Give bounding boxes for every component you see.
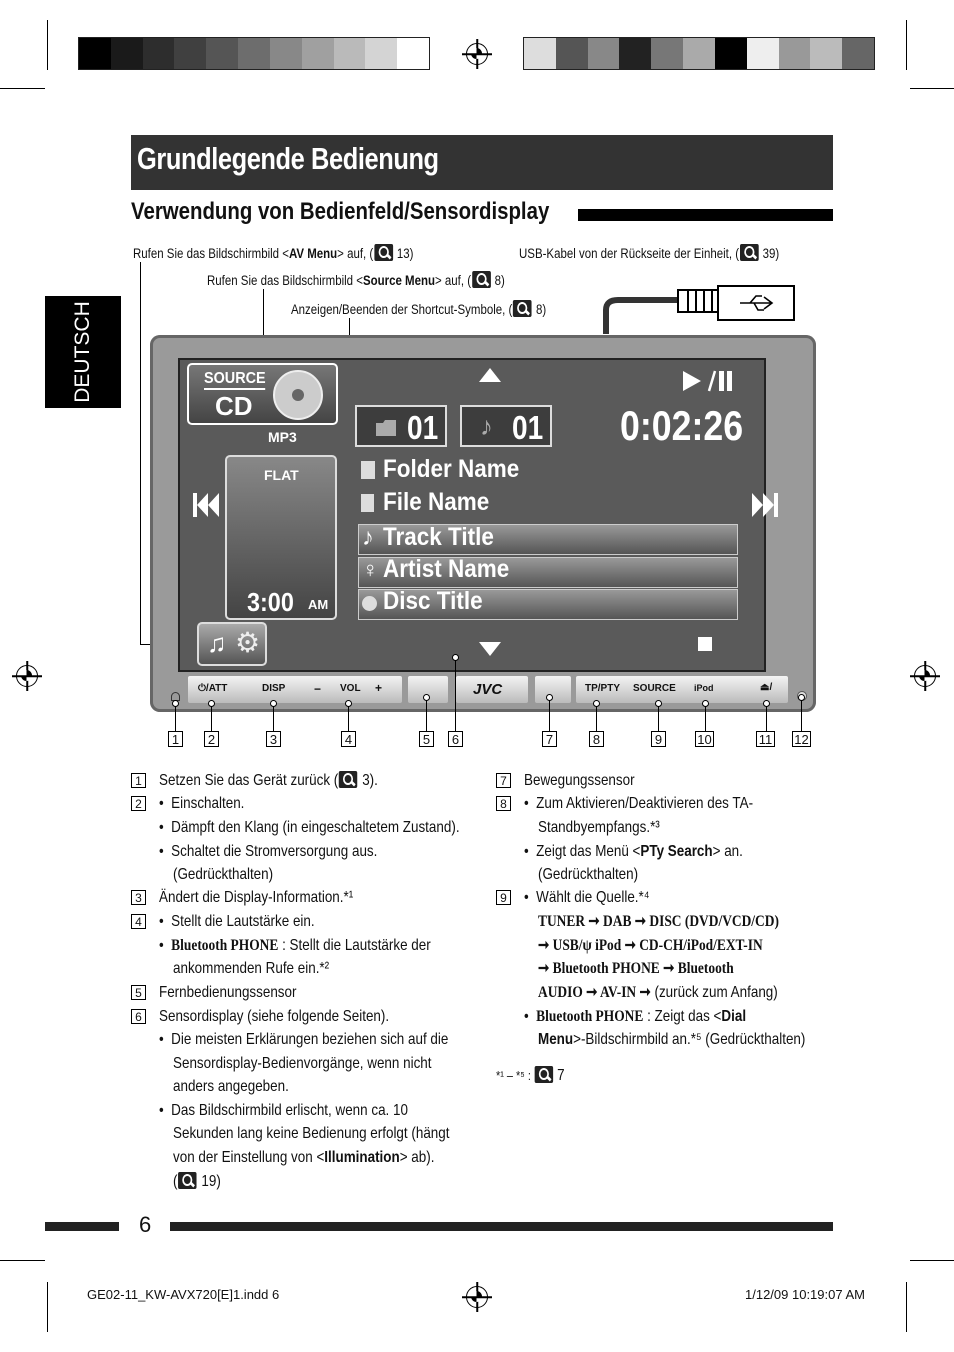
att-button[interactable]: ⏻/ATT	[198, 683, 228, 694]
callout-number: 12	[792, 731, 811, 747]
vol-plus-button[interactable]: +	[375, 681, 383, 695]
list-item: • Die meisten Erklärungen beziehen sich auf die	[159, 1031, 449, 1048]
list-item: Fernbedienungssensor	[159, 984, 297, 1001]
disc-icon	[271, 368, 325, 422]
list-item: • Wählt die Quelle.*⁴	[524, 889, 650, 906]
footnote: *¹ – *⁵ : 7	[496, 1067, 565, 1084]
source-hw-button[interactable]: SOURCE	[633, 683, 676, 694]
list-item: ➞ USB/ψ iPod ➞ CD-CH/iPod/EXT-IN	[538, 937, 763, 954]
language-tab: DEUTSCH	[45, 296, 121, 408]
music-note-icon: ♪	[480, 411, 493, 441]
callout-source-menu: Rufen Sie das Bildschirmbild <Source Menu> auf, ( 8)	[207, 273, 505, 288]
folder-name: Folder Name	[383, 455, 520, 483]
callout-number: 7	[542, 731, 557, 747]
footer-file: GE02-11_KW-AVX720[E]1.indd 6	[87, 1287, 280, 1302]
list-item: ➞ Bluetooth PHONE ➞ Bluetooth	[538, 960, 734, 977]
leader-line	[455, 658, 456, 731]
marker-dot	[593, 700, 600, 707]
footer-rule	[170, 1222, 833, 1231]
scroll-up-icon[interactable]	[479, 368, 501, 382]
marker-dot	[345, 700, 352, 707]
disc-title: Disc Title	[383, 587, 483, 615]
page-number: 6	[139, 1212, 152, 1237]
section-rule	[578, 209, 833, 221]
leader-line	[140, 262, 141, 645]
scroll-down-icon[interactable]	[479, 642, 501, 656]
track-title: Track Title	[383, 523, 494, 551]
list-item: Sensordisplay-Bedienvorgänge, wenn nicht	[173, 1055, 432, 1072]
marker-dot	[655, 700, 662, 707]
list-item: Menu>-Bildschirmbild an.*⁵ (Gedrückthalten)	[538, 1031, 806, 1048]
ipod-button[interactable]: iPod	[694, 683, 714, 693]
stop-icon[interactable]	[698, 637, 712, 651]
magnifier-icon	[374, 244, 393, 261]
callout-number: 3	[266, 731, 281, 747]
item-number: 1	[131, 773, 146, 788]
page-title: Grundlegende Bedienung	[137, 141, 439, 176]
list-item: • Bluetooth PHONE : Zeigt das <Dial	[524, 1008, 747, 1025]
playback-time: 0:02:26	[620, 402, 744, 449]
callout-usb: USB-Kabel von der Rückseite der Einheit, ( 39)	[519, 246, 780, 261]
marker-dot	[702, 700, 709, 707]
leader-line	[766, 703, 767, 731]
file-name: File Name	[383, 488, 490, 516]
disp-button[interactable]: DISP	[262, 683, 286, 694]
crop-mark	[0, 88, 45, 89]
callout-number: 1	[168, 731, 183, 747]
item-number: 9	[496, 890, 511, 905]
callout-shortcut: Anzeigen/Beenden der Shortcut-Symbole, ( 8)	[291, 302, 547, 317]
crop-mark	[906, 20, 907, 70]
magnifier-icon	[513, 300, 532, 317]
item-number: 8	[496, 796, 511, 811]
sound-clock-panel[interactable]: FLAT 3:00 AM	[225, 455, 337, 620]
marker-dot	[798, 694, 805, 701]
item-number: 4	[131, 914, 146, 929]
skip-forward-icon[interactable]	[751, 492, 779, 518]
list-item: • Das Bildschirmbild erlischt, wenn ca. 10	[159, 1102, 408, 1119]
crop-mark	[0, 1260, 45, 1261]
play-pause-icon[interactable]	[681, 369, 735, 393]
magnifier-icon	[740, 244, 759, 261]
color-bar-right	[523, 37, 875, 70]
callout-number: 11	[756, 731, 775, 747]
button-strip	[535, 676, 571, 703]
item-number: 6	[131, 1009, 146, 1024]
item-number: 5	[131, 985, 146, 1000]
list-item: von der Einstellung von <Illumination> ab).	[173, 1149, 435, 1166]
list-item: • Stellt die Lautstärke ein.	[159, 913, 315, 930]
list-item: ankommenden Rufe ein.*²	[173, 960, 330, 977]
brand-logo: JVC	[473, 681, 503, 698]
list-item: Setzen Sie das Gerät zurück ( 3).	[159, 772, 378, 789]
registration-mark	[466, 43, 488, 65]
list-item: • Dämpft den Klang (in eingeschaltetem Zustand).	[159, 819, 460, 836]
tp-pty-button[interactable]: TP/PTY	[585, 683, 621, 694]
usb-cable	[600, 282, 800, 342]
leader-line	[705, 703, 706, 731]
marker-dot	[423, 694, 430, 701]
vol-minus-button[interactable]: −	[314, 682, 322, 696]
list-item: • Zeigt das Menü <PTy Search> an.	[524, 843, 743, 860]
folder-icon	[375, 419, 397, 437]
footer-date: 1/12/09 10:19:07 AM	[745, 1287, 865, 1302]
marker-dot	[172, 700, 179, 707]
leader-line	[211, 703, 212, 731]
list-item: Sensordisplay (siehe folgende Seiten).	[159, 1008, 390, 1025]
list-item: • Schaltet die Stromversorgung aus.	[159, 843, 378, 860]
leader-line	[273, 703, 274, 731]
item-number: 7	[496, 773, 511, 788]
list-item: Bewegungssensor	[524, 772, 635, 789]
marker-dot	[763, 700, 770, 707]
color-bar-left	[78, 37, 430, 70]
music-note-icon: ♫	[207, 628, 227, 658]
item-number: 3	[131, 890, 146, 905]
callout-number: 6	[448, 731, 463, 747]
crop-mark	[910, 1260, 954, 1261]
callout-av-menu: Rufen Sie das Bildschirmbild <AV Menu> auf, ( 13)	[133, 246, 414, 261]
list-item: Ändert die Display-Information.*¹	[159, 889, 354, 906]
vol-label: VOL	[340, 683, 361, 694]
callout-number: 2	[204, 731, 219, 747]
list-item: TUNER ➞ DAB ➞ DISC (DVD/VCD/CD)	[538, 913, 779, 930]
skip-back-icon[interactable]	[192, 492, 220, 518]
crop-mark	[47, 20, 48, 70]
marker-dot	[208, 700, 215, 707]
magnifier-icon	[339, 771, 357, 788]
crop-mark	[910, 88, 954, 89]
callout-number: 5	[419, 731, 434, 747]
list-item: AUDIO ➞ AV-IN ➞ (zurück zum Anfang)	[538, 984, 778, 1001]
gear-icon: ⚙	[235, 627, 261, 658]
magnifier-icon	[178, 1172, 196, 1189]
list-item: Standbyempfangs.*³	[538, 819, 660, 836]
shortcut-button[interactable]	[197, 622, 267, 666]
magnifier-icon	[535, 1066, 553, 1083]
registration-mark	[914, 665, 936, 687]
folder-icon	[361, 461, 375, 479]
source-button[interactable]: SOURCE CD	[187, 363, 338, 425]
list-item: (Gedrückthalten)	[173, 866, 274, 883]
magnifier-icon	[472, 271, 491, 288]
leader-line	[801, 697, 802, 731]
registration-mark	[16, 665, 38, 687]
eject-button[interactable]: ⏏/	[760, 682, 773, 693]
artist-name: Artist Name	[383, 555, 510, 583]
marker-dot	[270, 700, 277, 707]
list-item: • Zum Aktivieren/Deaktivieren des TA-	[524, 795, 754, 812]
leader-line	[426, 697, 427, 731]
callout-number: 10	[695, 731, 714, 747]
callout-number: 8	[589, 731, 604, 747]
music-note-icon: ♪	[362, 524, 374, 551]
leader-line	[596, 703, 597, 731]
leader-line	[348, 703, 349, 731]
marker-dot	[546, 694, 553, 701]
callout-number: 9	[651, 731, 666, 747]
leader-line	[658, 703, 659, 731]
item-number: 2	[131, 796, 146, 811]
crop-mark	[906, 1282, 907, 1332]
footer-rule	[45, 1222, 119, 1231]
leader-line	[549, 697, 550, 731]
file-icon	[361, 494, 374, 512]
leader-line	[175, 703, 176, 731]
marker-dot	[452, 654, 459, 661]
callout-number: 4	[341, 731, 356, 747]
title-bar	[131, 135, 833, 190]
registration-mark	[466, 1286, 488, 1308]
list-item: Sekunden lang keine Bedienung erfolgt (hängt	[173, 1125, 450, 1142]
artist-icon: ♀	[362, 557, 379, 582]
list-item: • Einschalten.	[159, 795, 245, 812]
track-number-box: ♪ 01	[460, 405, 552, 447]
list-item: • Bluetooth PHONE : Stellt die Lautstärke der	[159, 937, 431, 954]
folder-number-box: 01	[355, 405, 447, 447]
format-label: MP3	[268, 429, 297, 445]
crop-mark	[47, 1282, 48, 1332]
list-item: anders angegeben.	[173, 1078, 289, 1095]
disc-icon	[362, 596, 377, 611]
list-item: ( 19)	[173, 1173, 221, 1190]
list-item: (Gedrückthalten)	[538, 866, 639, 883]
section-title: Verwendung von Bedienfeld/Sensordisplay	[131, 198, 550, 225]
